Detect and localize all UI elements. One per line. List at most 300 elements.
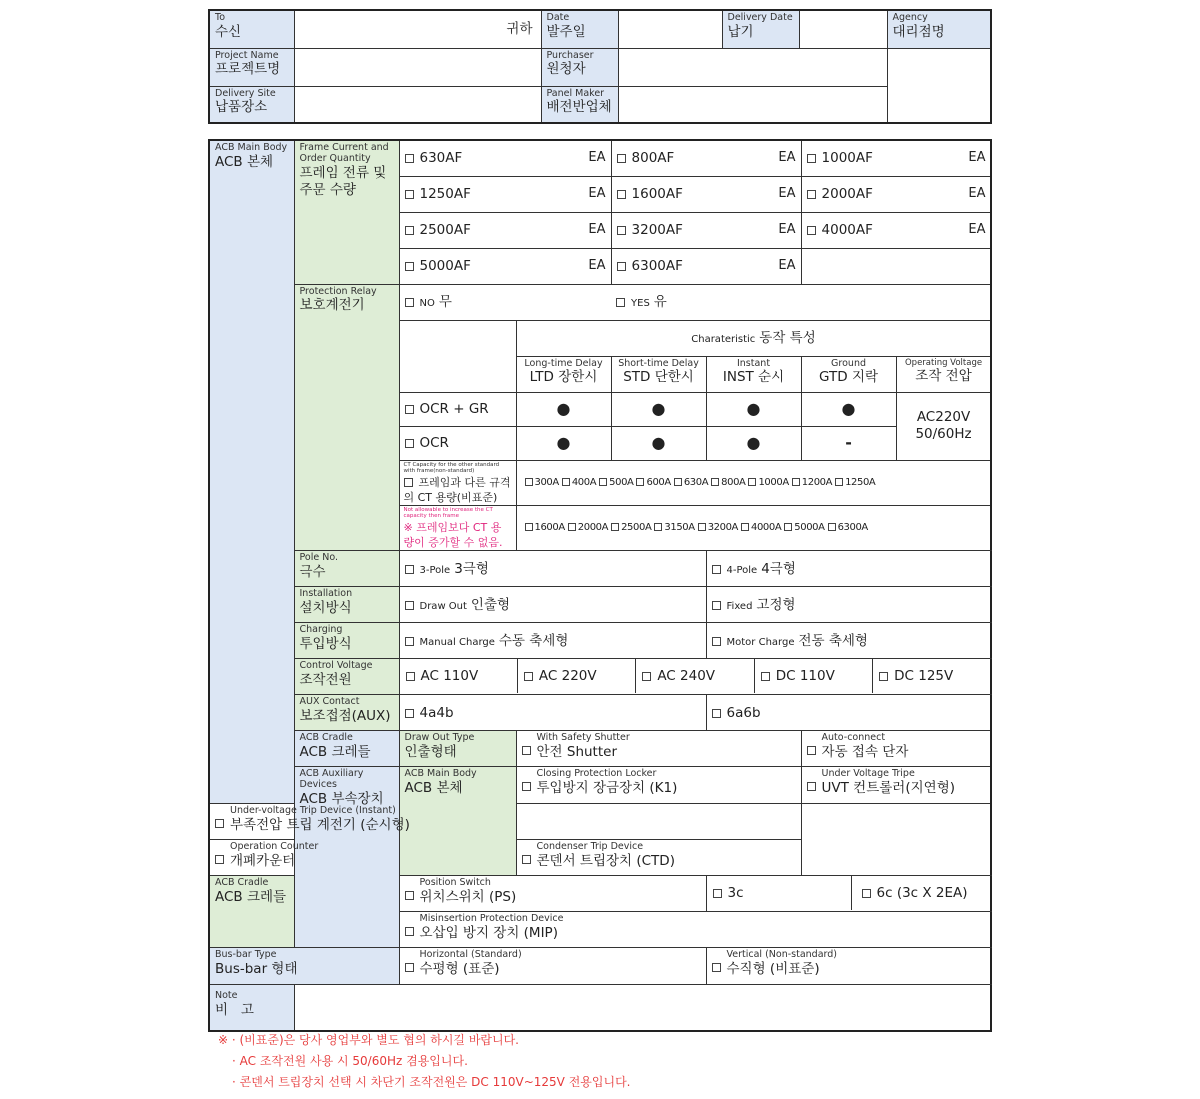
label-text: Charateristic [691, 333, 756, 345]
label-text: Frame Current and Order Quantity [299, 142, 389, 164]
checkbox[interactable] [712, 637, 721, 646]
label-text: 1600A [534, 522, 565, 534]
volt-dc110[interactable] [755, 659, 873, 693]
frame-1600[interactable] [611, 176, 801, 212]
checkbox[interactable] [405, 405, 414, 414]
checkbox[interactable] [674, 478, 682, 486]
checkbox[interactable] [713, 889, 722, 898]
frame-1250[interactable] [399, 176, 611, 212]
label-text: Delivery Site [215, 87, 276, 99]
footnotes [218, 1030, 630, 1093]
dash: - [801, 426, 896, 460]
label-text: 1000A [758, 476, 789, 488]
label-text: CT Capacity for the other standard with frame(non-standard) [403, 461, 500, 474]
condenser-trip[interactable] [516, 840, 801, 876]
label-text: Misinsertion Protection Device [419, 913, 564, 925]
label-text: 6c (3c X 2EA) [876, 885, 968, 902]
label-text: 유 [653, 293, 667, 310]
label-text: Closing Protection Locker [536, 768, 657, 780]
label-text: 3150A [664, 522, 695, 534]
label-text: 1600AF [631, 185, 683, 202]
label-text: 무 [438, 293, 452, 310]
order-form [208, 9, 990, 1032]
note-field[interactable] [294, 985, 991, 1031]
pole-4[interactable] [706, 551, 991, 587]
label-text: Operating Voltage [904, 357, 983, 368]
dot: ● [611, 426, 706, 460]
operation-counter[interactable] [209, 840, 516, 876]
frame-2500[interactable] [399, 212, 611, 248]
label-text: 600A [646, 476, 671, 488]
dot: ● [516, 426, 611, 460]
purchaser-label [541, 48, 618, 86]
label-text [405, 258, 471, 274]
label-text: 300A [534, 476, 559, 488]
note-label [209, 985, 294, 1031]
label-text [617, 186, 683, 202]
checkbox[interactable] [712, 565, 721, 574]
relay-label [294, 284, 399, 551]
pole-3[interactable] [399, 551, 706, 587]
label-text [807, 150, 873, 166]
label-text: 인출형태 [404, 744, 457, 761]
ct-row2[interactable] [516, 505, 991, 550]
label-text: Vertical (Non-standard) [726, 949, 838, 961]
label-text: Horizontal (Standard) [419, 949, 522, 961]
label-text: Pole No. [299, 552, 338, 564]
aux-cradle-label [209, 876, 294, 948]
ps-3c[interactable] [707, 876, 852, 910]
characteristic-header [516, 320, 991, 356]
volt-ac220[interactable] [518, 659, 636, 693]
busbar-label [209, 948, 399, 985]
checkbox[interactable] [741, 523, 749, 531]
project-label [209, 48, 294, 86]
drawout-type-label [399, 731, 516, 767]
col-inst [706, 356, 801, 392]
dot: ● [516, 392, 611, 426]
checkbox[interactable] [807, 154, 816, 163]
label-text: Charging [299, 624, 343, 636]
label-text: 보조접점(AUX) [299, 708, 391, 725]
frame-2000[interactable] [801, 176, 991, 212]
label-text: 납품장소 [215, 99, 268, 116]
panel-field[interactable] [618, 86, 887, 123]
label-text: OCR [419, 434, 449, 451]
checkbox[interactable] [215, 855, 224, 864]
label-text: 2500AF [419, 221, 471, 238]
label-text: EA [778, 150, 796, 166]
busbar-vertical[interactable] [706, 948, 991, 985]
purchaser-field[interactable] [618, 48, 887, 86]
label-text: 개폐카운터 [230, 853, 296, 870]
checkbox[interactable] [617, 262, 626, 271]
checkbox[interactable] [525, 478, 533, 486]
ct-note[interactable] [399, 460, 516, 505]
label-text: ※ 프레임보다 CT 용량이 증가할 수 없음. [403, 521, 503, 550]
to-label [209, 10, 294, 48]
label-text: EA [968, 222, 986, 238]
label-text: 500A [609, 476, 634, 488]
install-fixed[interactable] [706, 587, 991, 623]
label-text: Under-voltage Trip Device (Instant) [230, 805, 396, 817]
label-text: Auto-connect [821, 732, 886, 744]
label-text: ACB 본체 [215, 153, 274, 170]
checkbox[interactable] [712, 601, 721, 610]
label-text: Purchaser [546, 49, 594, 61]
checkbox[interactable] [599, 478, 607, 486]
label-text: Bus-bar 형태 [215, 961, 298, 978]
label-text: 3극형 [454, 560, 489, 577]
label-text: 보호계전기 [299, 297, 365, 314]
checkbox[interactable] [522, 746, 531, 755]
label-text: 1250A [845, 476, 876, 488]
label-text: 위치스위치 (PS) [419, 889, 517, 906]
closing-locker[interactable] [516, 767, 801, 804]
label-text: 납기 [727, 23, 754, 40]
label-text: INST 순시 [722, 369, 785, 386]
checkbox[interactable] [617, 154, 626, 163]
label-text: ACB Main Body [215, 142, 288, 153]
label-text: 고정형 [756, 596, 796, 613]
checkbox[interactable] [617, 226, 626, 235]
label-text: AUX Contact [299, 696, 360, 708]
install-label [294, 587, 399, 623]
checkbox[interactable] [405, 709, 414, 718]
checkbox[interactable] [698, 523, 706, 531]
label-text: 6a6b [726, 704, 761, 721]
frame-4000[interactable] [801, 212, 991, 248]
label-text: 1000AF [821, 150, 873, 167]
frame-6300[interactable] [611, 248, 801, 284]
checkbox[interactable] [879, 672, 888, 681]
label-text: EA [778, 186, 796, 202]
frame-3200[interactable] [611, 212, 801, 248]
checkbox[interactable] [568, 523, 576, 531]
checkbox[interactable] [405, 262, 414, 271]
label-text: 투입방식 [299, 636, 352, 653]
header-table [208, 9, 992, 124]
label-text [405, 186, 471, 202]
label-text: 수신 [215, 23, 242, 40]
checkbox[interactable] [611, 523, 619, 531]
frame-1000[interactable] [801, 140, 991, 176]
label-text: ACB Cradle [215, 877, 269, 889]
dot: ● [706, 392, 801, 426]
checkbox[interactable] [862, 889, 871, 898]
date-field[interactable] [618, 10, 722, 48]
volt-ac240[interactable] [636, 659, 754, 693]
checkbox[interactable] [807, 746, 816, 755]
site-label [209, 86, 294, 123]
label-text: 발주일 [546, 23, 586, 40]
row-ocr[interactable] [399, 426, 516, 460]
checkbox[interactable] [405, 298, 414, 307]
date-label [541, 10, 618, 48]
frame-empty [801, 248, 991, 284]
label-text: 배전반업체 [546, 99, 612, 116]
checkbox[interactable] [405, 439, 414, 448]
label-text: 전동 축세형 [798, 632, 868, 649]
checkbox[interactable] [748, 478, 756, 486]
label-text: 수평형 (표준) [419, 961, 500, 978]
install-drawout[interactable] [399, 587, 706, 623]
charging-motor[interactable] [706, 623, 991, 659]
label-text: Draw Out [419, 600, 467, 612]
checkbox[interactable] [617, 190, 626, 199]
checkbox[interactable] [712, 963, 721, 972]
volt-dc125[interactable] [873, 659, 990, 693]
label-text: Delivery Date [727, 12, 793, 23]
dot: ● [706, 426, 801, 460]
label-text: ACB 부속장치 [299, 791, 384, 808]
label-text [405, 222, 471, 238]
checkbox[interactable] [405, 891, 414, 900]
to-field[interactable] [294, 10, 541, 48]
checkbox[interactable] [636, 478, 644, 486]
label-text [617, 222, 683, 238]
label-text: ACB 크레들 [299, 744, 371, 761]
checkbox[interactable] [405, 637, 414, 646]
checkbox[interactable] [405, 963, 414, 972]
label-text: EA [588, 186, 606, 202]
site-field[interactable] [294, 86, 541, 123]
label-text: Project Name [215, 49, 279, 61]
checkbox[interactable] [405, 190, 414, 199]
checkbox[interactable] [828, 523, 836, 531]
checkbox[interactable] [835, 478, 843, 486]
label-text: 2000A [577, 522, 609, 534]
label-text: AC 220V [538, 668, 597, 685]
label-text: 1250AF [419, 185, 471, 202]
label-text: EA [778, 222, 796, 238]
checkbox[interactable] [807, 782, 816, 791]
label-text: 4000AF [821, 221, 873, 238]
relay-no[interactable] [399, 284, 611, 320]
label-text: With Safety Shutter [536, 732, 630, 744]
checkbox[interactable] [405, 601, 414, 610]
label-text: 3200AF [631, 221, 683, 238]
checkbox[interactable] [616, 298, 625, 307]
label-text: Protection Relay [299, 285, 377, 297]
checkbox[interactable] [215, 819, 224, 828]
position-switch[interactable] [399, 876, 706, 912]
label-text: 50/60Hz [915, 426, 972, 442]
checkbox[interactable] [562, 478, 570, 486]
acb-main-label [209, 140, 294, 804]
charging-manual[interactable] [399, 623, 706, 659]
label-text [617, 150, 675, 166]
label-text: EA [778, 258, 796, 274]
label-text: LTD 장한시 [529, 369, 598, 386]
footnote-1: ※ · (비표준)은 당사 영업부와 별도 협의 하시길 바랍니다. [218, 1033, 519, 1047]
label-text: 1200A [801, 476, 833, 488]
checkbox[interactable] [792, 478, 800, 486]
label-text: NO [419, 297, 435, 309]
label-text [405, 150, 463, 166]
label-text: ACB Main Body [404, 768, 477, 780]
col-std [611, 356, 706, 392]
checkbox[interactable] [405, 927, 414, 936]
label-text: DC 125V [894, 668, 954, 685]
label-text: GTD 지락 [819, 369, 879, 386]
label-text: 인출형 [470, 596, 511, 613]
label-text: 프레임 전류 및 주문 수량 [299, 164, 387, 198]
label-text: To [215, 12, 226, 23]
label-text: 800A [721, 476, 746, 488]
frame-800[interactable] [611, 140, 801, 176]
checkbox[interactable] [711, 478, 719, 486]
label-text: Fixed [726, 600, 753, 612]
label-text: 프로젝트명 [215, 61, 281, 78]
label-text: AC 240V [657, 668, 716, 685]
label-text: Motor Charge [726, 636, 795, 648]
label-text [807, 222, 873, 238]
label-text: Not allowable to increase the CT capacity then frame [403, 506, 493, 520]
label-text: 자동 접속 단자 [821, 744, 909, 761]
label-text: ACB Auxiliary Devices [299, 768, 364, 791]
label-text: 4극형 [761, 560, 796, 577]
label-text: Manual Charge [419, 636, 495, 648]
checkbox[interactable] [405, 565, 414, 574]
label-text: 수직형 (비표준) [726, 961, 820, 978]
checkbox[interactable] [524, 672, 533, 681]
label-text: 원청자 [546, 61, 586, 78]
label-text: EA [968, 150, 986, 166]
checkbox[interactable] [654, 523, 662, 531]
label-text: DC 110V [775, 668, 835, 685]
checkbox[interactable] [642, 672, 651, 681]
panel-label [541, 86, 618, 123]
checkbox[interactable] [404, 478, 413, 487]
label-text: 800AF [631, 150, 675, 167]
label-text: 630A [683, 476, 709, 488]
uvt-controller[interactable] [801, 767, 991, 804]
aux-4a4b[interactable] [399, 695, 706, 731]
label-text: Draw Out Type [404, 732, 475, 744]
frame-5000[interactable] [399, 248, 611, 284]
to-suffix: 귀하 [506, 21, 533, 37]
label-text: 조작전원 [299, 672, 352, 689]
label-text: 투입방지 장금장치 (K1) [536, 780, 678, 797]
label-text: 안전 Shutter [536, 744, 617, 761]
checkbox[interactable] [406, 672, 415, 681]
delivery-date-label [722, 10, 799, 48]
label-text [617, 258, 683, 274]
delivery-date-field[interactable] [799, 10, 887, 48]
uv-trip-device[interactable] [209, 804, 801, 840]
label-text: 4-Pole [726, 564, 758, 576]
agency-field[interactable] [887, 48, 991, 123]
frame-630[interactable] [399, 140, 611, 176]
label-text: 630AF [419, 150, 463, 167]
checkbox[interactable] [522, 855, 531, 864]
aux-label [294, 695, 399, 731]
row-ocr-gr[interactable] [399, 392, 516, 426]
label-text: Operation Counter [230, 841, 319, 853]
label-text: 400A [571, 476, 597, 488]
label-text: 4a4b [419, 704, 454, 721]
label-text: 2000AF [821, 185, 873, 202]
label-text: 3-Pole [419, 564, 451, 576]
label-text: 설치방식 [299, 600, 352, 617]
label-text: EA [588, 222, 606, 238]
label-text: EA [968, 186, 986, 202]
label-text: Date [546, 12, 570, 23]
label-text: Position Switch [419, 877, 491, 889]
col-ltd [516, 356, 611, 392]
label-text: 2500A [621, 522, 652, 534]
project-field[interactable] [294, 48, 541, 86]
label-text: EA [588, 258, 606, 274]
label-text: AC 110V [420, 668, 479, 685]
label-text: 콘덴서 트립장치 (CTD) [536, 853, 675, 870]
label-text: Under Voltage Tripe [821, 768, 915, 780]
busbar-horizontal[interactable] [399, 948, 706, 985]
label-text: UVT 컨트롤러(지연형) [821, 780, 956, 797]
checkbox[interactable] [405, 154, 414, 163]
checkbox[interactable] [761, 672, 770, 681]
ct-row1[interactable] [516, 460, 991, 505]
spec-table [208, 139, 992, 1032]
label-text: Long-time Delay [524, 357, 603, 369]
label-text: 오삽입 방지 장치 (MIP) [419, 925, 558, 942]
label-text: STD 단한시 [623, 369, 694, 386]
label-text: ACB Cradle [299, 732, 353, 744]
label-text: 6300AF [631, 257, 683, 274]
label-text: 5000A [794, 522, 825, 534]
cradle-label [294, 731, 399, 767]
label-text: Control Voltage [299, 660, 373, 672]
ps-6c[interactable] [852, 876, 991, 910]
checkbox[interactable] [712, 709, 721, 718]
charging-label [294, 623, 399, 659]
label-text: 조작 전압 [915, 368, 972, 385]
misinsertion-device[interactable] [399, 912, 991, 948]
label-text: Installation [299, 588, 353, 600]
checkbox[interactable] [522, 782, 531, 791]
aux-6a6b[interactable] [706, 695, 991, 731]
cradle-shutter[interactable] [516, 731, 801, 767]
label-text: Short-time Delay [618, 357, 699, 369]
label-text: 부족전압 트립 계전기 (순시형) [230, 817, 410, 834]
dot: ● [611, 392, 706, 426]
relay-yes[interactable] [611, 284, 991, 320]
checkbox[interactable] [807, 226, 816, 235]
control-options [399, 659, 991, 695]
label-text: ACB 크레들 [215, 889, 287, 906]
agency-label [887, 10, 991, 48]
checkbox[interactable] [807, 190, 816, 199]
cradle-auto[interactable] [801, 731, 991, 767]
col-opvolt [896, 356, 991, 392]
checkbox[interactable] [784, 523, 792, 531]
frame-label [294, 140, 399, 284]
label-text: 극수 [299, 564, 326, 581]
footnote-2: · AC 조작전원 사용 시 50/60Hz 겸용입니다. [232, 1054, 468, 1068]
label-text: ACB 본체 [404, 780, 463, 797]
label-text: Instant [736, 357, 771, 369]
checkbox[interactable] [405, 226, 414, 235]
volt-ac110[interactable] [400, 659, 518, 693]
label-text: YES [631, 297, 650, 309]
checkbox[interactable] [525, 523, 533, 531]
label-text: Panel Maker [546, 87, 605, 99]
label-text: Note [215, 990, 238, 1002]
ct-warning [399, 505, 516, 550]
label-text: 3c [727, 885, 744, 902]
relay-corner [399, 320, 516, 392]
